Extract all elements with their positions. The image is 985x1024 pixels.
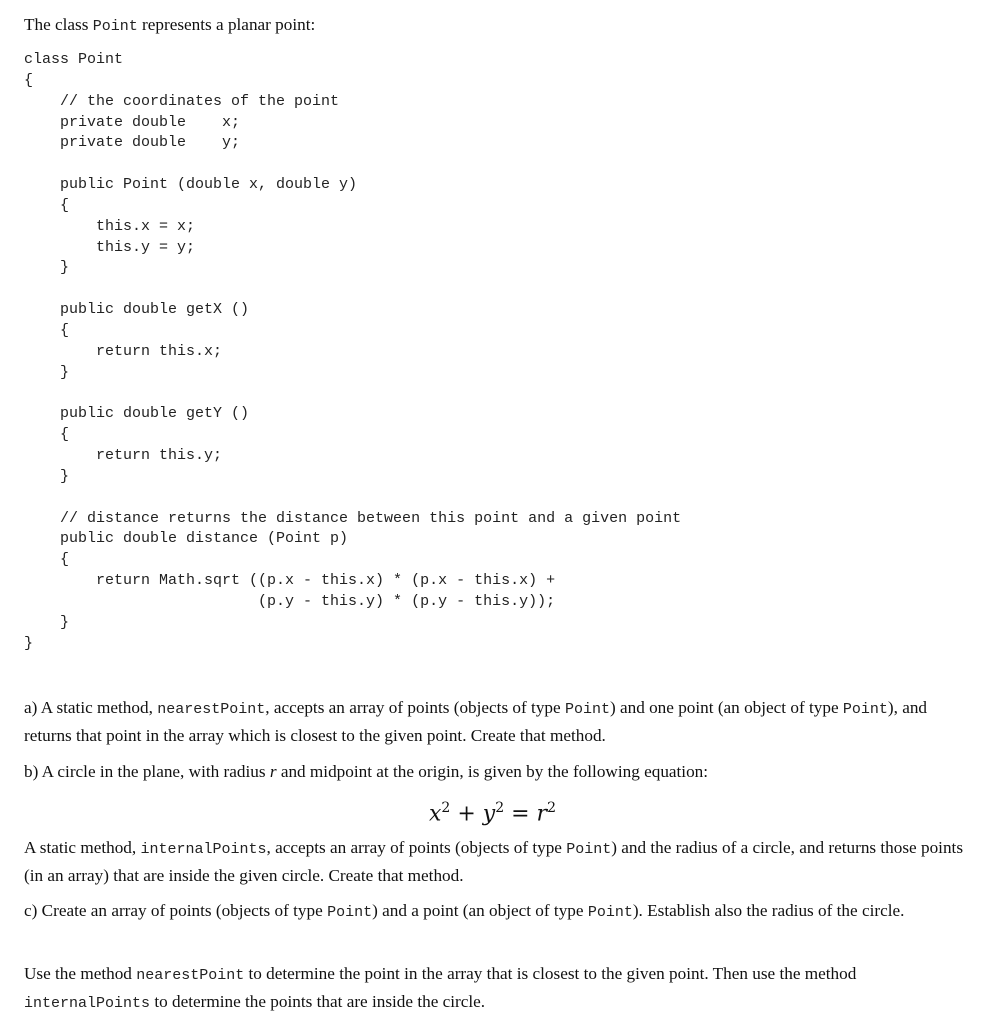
- part-c2-paragraph: Use the method nearestPoint to determine the point in the array that is closest to the given point. Then use the method internalPoints to determine the points that are inside the circle.: [24, 964, 857, 1012]
- code-line: }: [24, 634, 34, 652]
- intro-suffix: represents a planar point:: [137, 15, 316, 34]
- type-name-point: Point: [564, 701, 610, 718]
- code-listing: [24, 50, 681, 654]
- code-line: public double distance (Point p): [24, 530, 349, 548]
- code-line: {: [24, 426, 70, 444]
- intro-sentence: [24, 12, 315, 40]
- code-line: {: [24, 196, 70, 214]
- code-line: }: [24, 467, 70, 485]
- code-line: // distance returns the distance between this point and a given point: [24, 509, 682, 527]
- code-line: }: [24, 613, 70, 631]
- code-line: [24, 488, 681, 509]
- type-name-point: Point: [327, 904, 373, 921]
- part-c-paragraph: c) Create an array of points (objects of type Point) and a point (an object of type Point). Establish also the radius of the circle.: [24, 901, 905, 921]
- part-b2-paragraph: A static method, internalPoints, accepts an array of points (objects of type Point) and the radius of a circle, and returns those points (in an array) that are inside the given circle. Create that method.: [24, 838, 964, 885]
- code-line: {: [24, 551, 70, 569]
- code-line: return this.x;: [24, 342, 223, 360]
- method-name-nearestpoint: nearestPoint: [157, 701, 266, 718]
- code-line: public double getX (): [24, 301, 250, 319]
- code-line: [24, 154, 681, 175]
- code-line: }: [24, 363, 70, 381]
- code-line: [24, 279, 681, 300]
- intro-prefix: The class: [24, 15, 93, 34]
- type-name-point: Point: [842, 701, 888, 718]
- code-line: public double getY (): [24, 405, 250, 423]
- type-name-point: Point: [566, 841, 612, 858]
- circle-equation: $x^2 + y^2 = r^2$: [429, 800, 556, 827]
- type-name-point: Point: [587, 904, 633, 921]
- code-line: private double y;: [24, 134, 241, 152]
- code-line: this.y = y;: [24, 238, 196, 256]
- part-b-paragraph: b) A circle in the plane, with radius r and midpoint at the origin, is given by the following equation:: [24, 762, 709, 781]
- code-line: // the coordinates of the point: [24, 92, 340, 110]
- code-line: (p.y - this.y) * (p.y - this.y));: [24, 592, 556, 610]
- method-name-internalpoints: internalPoints: [140, 841, 267, 858]
- code-line: [24, 384, 681, 405]
- code-line: public Point (double x, double y): [24, 176, 358, 194]
- method-name-internalpoints: internalPoints: [24, 995, 151, 1012]
- code-line: }: [24, 259, 70, 277]
- code-line: return this.y;: [24, 447, 223, 465]
- intro-class-name: Point: [92, 18, 138, 35]
- radius-symbol: r: [269, 762, 277, 781]
- code-line: private double x;: [24, 113, 241, 131]
- code-line: class Point: [24, 51, 124, 68]
- part-a-paragraph: a) A static method, nearestPoint, accepts an array of points (objects of type Point) and one point (an object of type Point), and returns that point in the array which is closest to the given point. Create that method.: [24, 698, 928, 745]
- code-line: this.x = x;: [24, 217, 196, 235]
- method-name-nearestpoint: nearestPoint: [136, 967, 245, 984]
- code-line: return Math.sqrt ((p.x - this.x) * (p.x - this.x) +: [24, 572, 556, 590]
- code-line: {: [24, 71, 34, 89]
- code-line: {: [24, 321, 70, 339]
